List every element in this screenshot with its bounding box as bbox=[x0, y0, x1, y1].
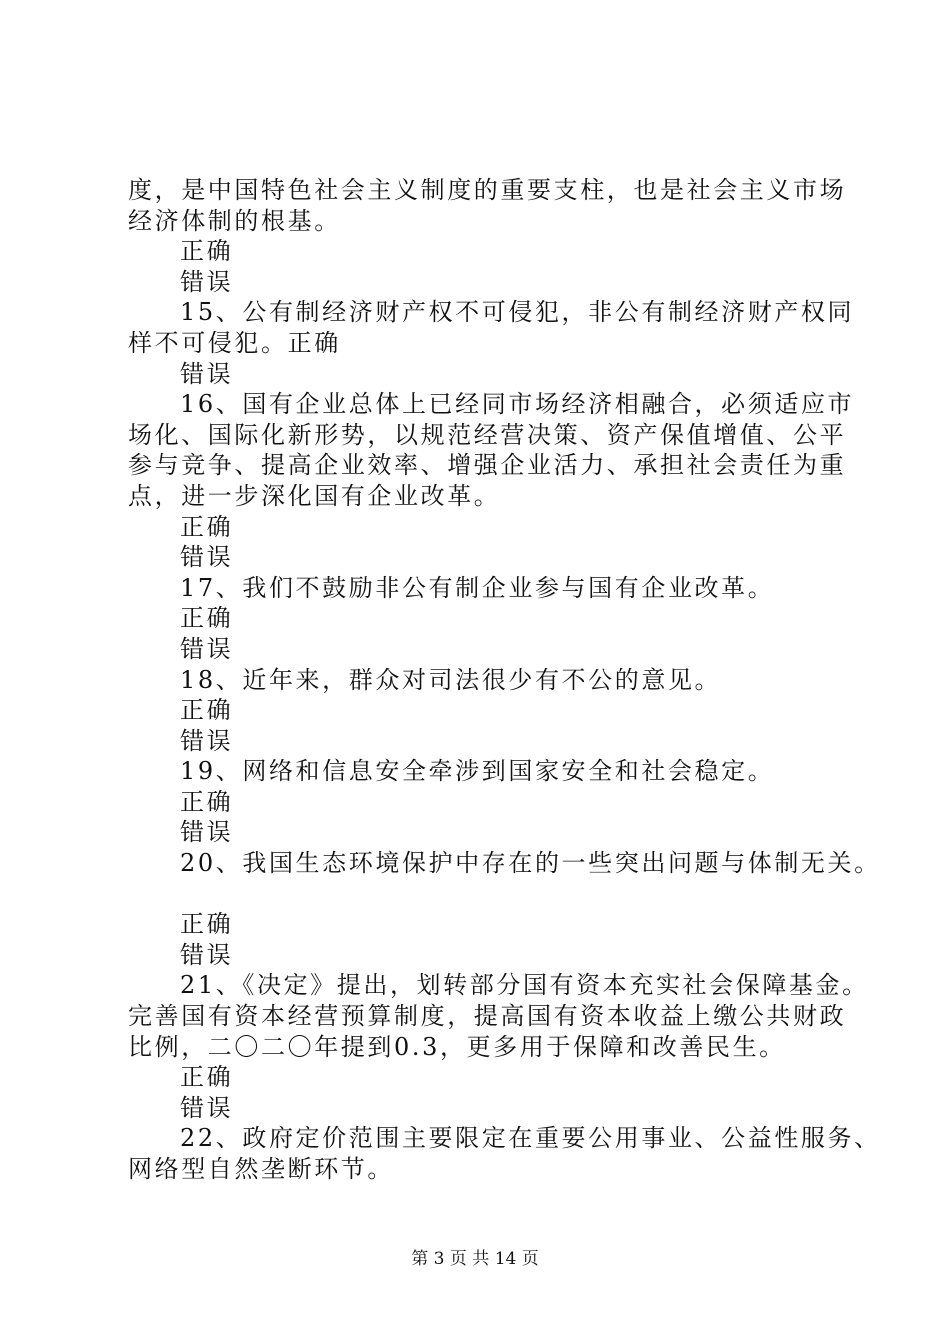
text-line: 比例，二〇二〇年提到0.3，更多用于保障和改善民生。 bbox=[128, 1032, 786, 1061]
blank-line bbox=[128, 879, 838, 910]
text-line: 场化、国际化新形势，以规范经营决策、资产保值增值、公平 bbox=[128, 420, 847, 449]
text-line: 度，是中国特色社会主义制度的重要支柱，也是社会主义市场 bbox=[128, 176, 847, 204]
text-line: 网络型自然垄断环节。 bbox=[128, 1155, 394, 1183]
text-line: 错误 bbox=[180, 726, 234, 755]
document-body bbox=[128, 175, 881, 1185]
text-line: 正确 bbox=[180, 910, 234, 939]
page-footer: 第 3 页 共 14 页 bbox=[411, 1249, 539, 1269]
text-line: 21、《决定》提出，划转部分国有资本充实社会保障基金。 bbox=[180, 971, 869, 1000]
text-line: 错误 bbox=[180, 940, 234, 969]
text-line: 15、公有制经济财产权不可侵犯，非公有制经济财产权同 bbox=[180, 298, 855, 327]
text-line: 正确 bbox=[180, 787, 234, 816]
text-line: 正确 bbox=[180, 512, 234, 541]
text-line: 17、我们不鼓励非公有制企业参与国有企业改革。 bbox=[180, 573, 775, 602]
text-line: 错误 bbox=[180, 359, 234, 388]
text-line: 错误 bbox=[180, 634, 234, 663]
text-line: 正确 bbox=[180, 1063, 234, 1092]
text-line: 完善国有资本经营预算制度，提高国有资本收益上缴公共财政 bbox=[128, 1002, 847, 1031]
text-line: 样不可侵犯。正确 bbox=[128, 328, 341, 357]
text-line: 19、网络和信息安全牵涉到国家安全和社会稳定。 bbox=[180, 757, 775, 786]
text-line: 20、我国生态环境保护中存在的一些突出问题与体制无关。 bbox=[180, 849, 881, 878]
text-line: 错误 bbox=[180, 1093, 234, 1122]
text-line: 错误 bbox=[180, 543, 234, 572]
text-line: 正确 bbox=[180, 604, 234, 633]
text-line: 错误 bbox=[180, 818, 234, 847]
text-line: 22、政府定价范围主要限定在重要公用事业、公益性服务、 bbox=[180, 1124, 881, 1153]
text-line: 正确 bbox=[180, 696, 234, 725]
text-line: 错误 bbox=[180, 267, 234, 296]
text-line: 经济体制的根基。 bbox=[128, 206, 341, 235]
text-line: 正确 bbox=[180, 237, 234, 266]
text-line: 参与竞争、提高企业效率、增强企业活力、承担社会责任为重 bbox=[128, 451, 847, 480]
text-line: 点，进一步深化国有企业改革。 bbox=[128, 481, 501, 510]
text-line: 16、国有企业总体上已经同市场经济相融合，必须适应市 bbox=[180, 390, 855, 419]
text-line: 18、近年来，群众对司法很少有不公的意见。 bbox=[180, 665, 722, 694]
